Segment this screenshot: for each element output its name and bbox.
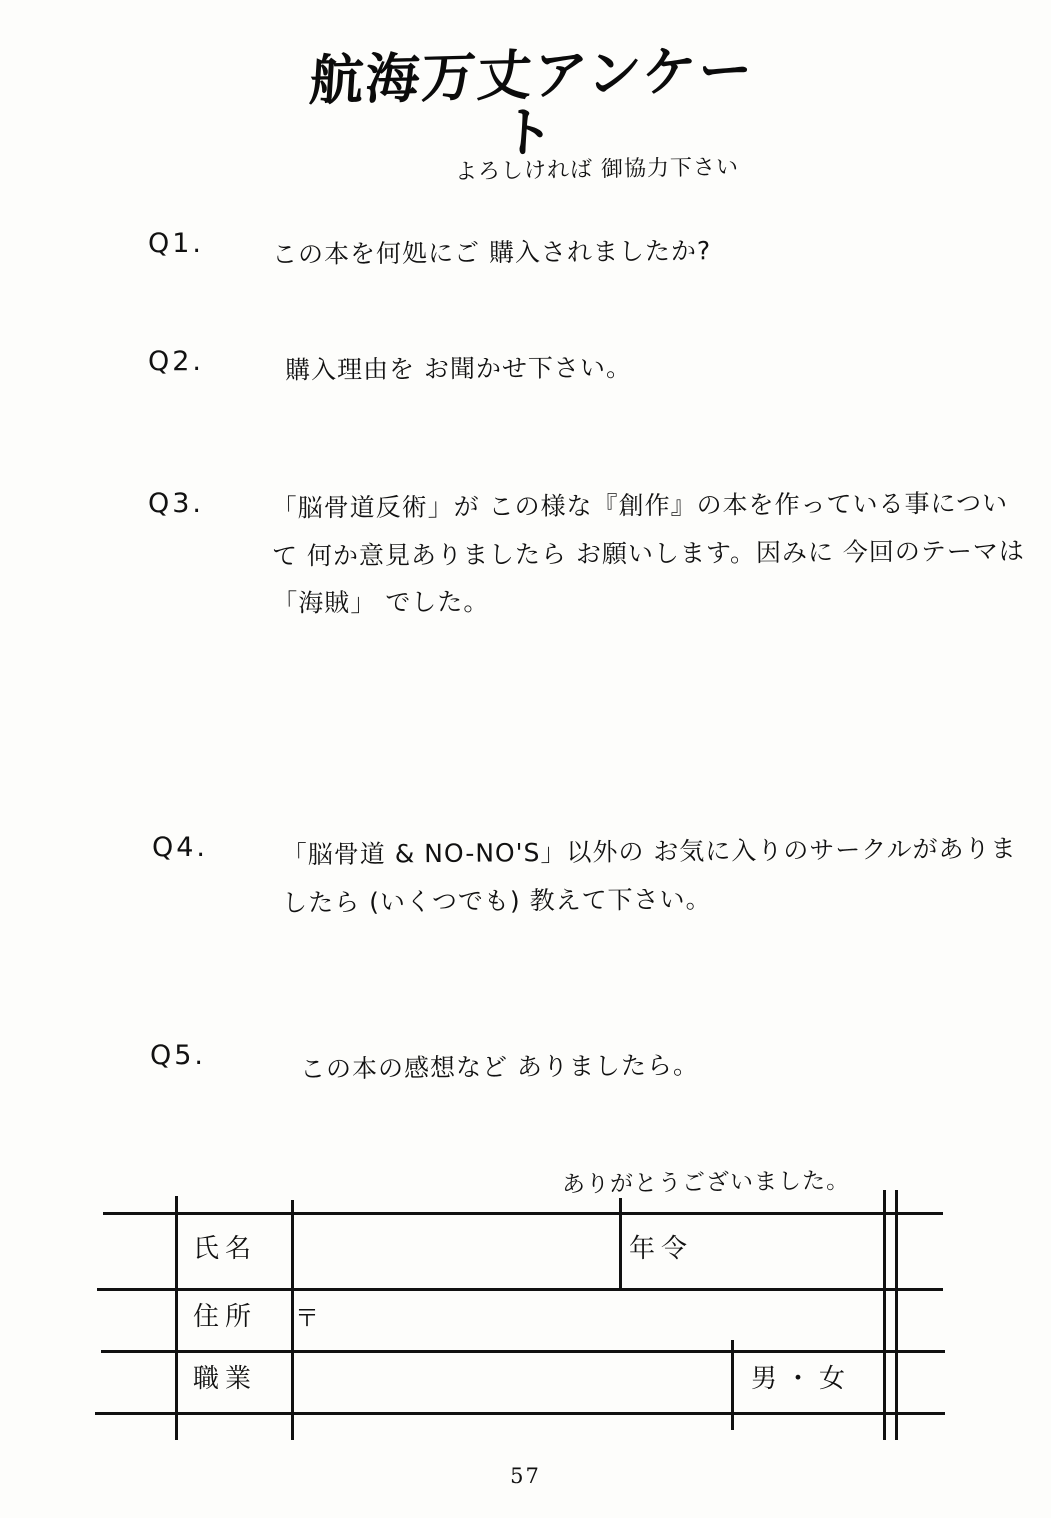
question-5-label: Q5. — [150, 1040, 207, 1071]
question-2-text: 購入理由を お聞かせ下さい。 — [284, 353, 633, 385]
table-col-left — [175, 1196, 178, 1440]
table-rule-gender-top — [731, 1350, 945, 1353]
question-5-text: この本の感想など ありましたら。 — [299, 1050, 700, 1084]
field-label-address: 住所 — [193, 1302, 258, 1332]
field-label-gender[interactable]: 男・女 — [751, 1364, 854, 1394]
question-2-label: Q2. — [148, 346, 205, 377]
table-rule-bottom — [95, 1412, 945, 1415]
respondent-info-table — [95, 1190, 955, 1440]
table-col-age-left — [619, 1198, 622, 1290]
page-number: 57 — [510, 1464, 541, 1488]
table-rule-top — [103, 1212, 943, 1215]
table-col-gender-left — [731, 1340, 734, 1430]
question-3-label: Q3. — [148, 488, 205, 519]
question-4-label: Q4. — [152, 832, 209, 863]
page-subtitle: よろしければ 御協力下さい — [454, 154, 740, 185]
page-title: 航海万丈アンケート — [307, 38, 757, 165]
table-col-right-inner — [883, 1190, 886, 1440]
field-value-address[interactable]: 〒 — [295, 1304, 319, 1332]
question-1-label: Q1. — [148, 228, 205, 259]
field-label-age: 年令 — [629, 1234, 694, 1264]
table-col-label — [291, 1200, 294, 1440]
thanks-note: ありがとうございました。 — [561, 1167, 851, 1199]
field-label-occupation: 職業 — [193, 1364, 258, 1394]
question-3-text: 「脳骨道反術」が この様な『創作』の本を作っている事について 何か意見ありましたら お願いします。因みに 今回のテーマは 「海賊」 でした。 — [271, 488, 1025, 618]
question-4-text: 「脳骨道 & NO-NO'S」以外の お気に入りのサークルがありましたら (いくつでも) 教えて下さい。 — [281, 833, 1017, 917]
table-rule-1 — [97, 1288, 943, 1291]
field-label-name: 氏名 — [193, 1234, 258, 1264]
table-col-right-outer — [895, 1190, 898, 1440]
question-1-text: この本を何処にご 購入されましたか? — [271, 236, 712, 270]
